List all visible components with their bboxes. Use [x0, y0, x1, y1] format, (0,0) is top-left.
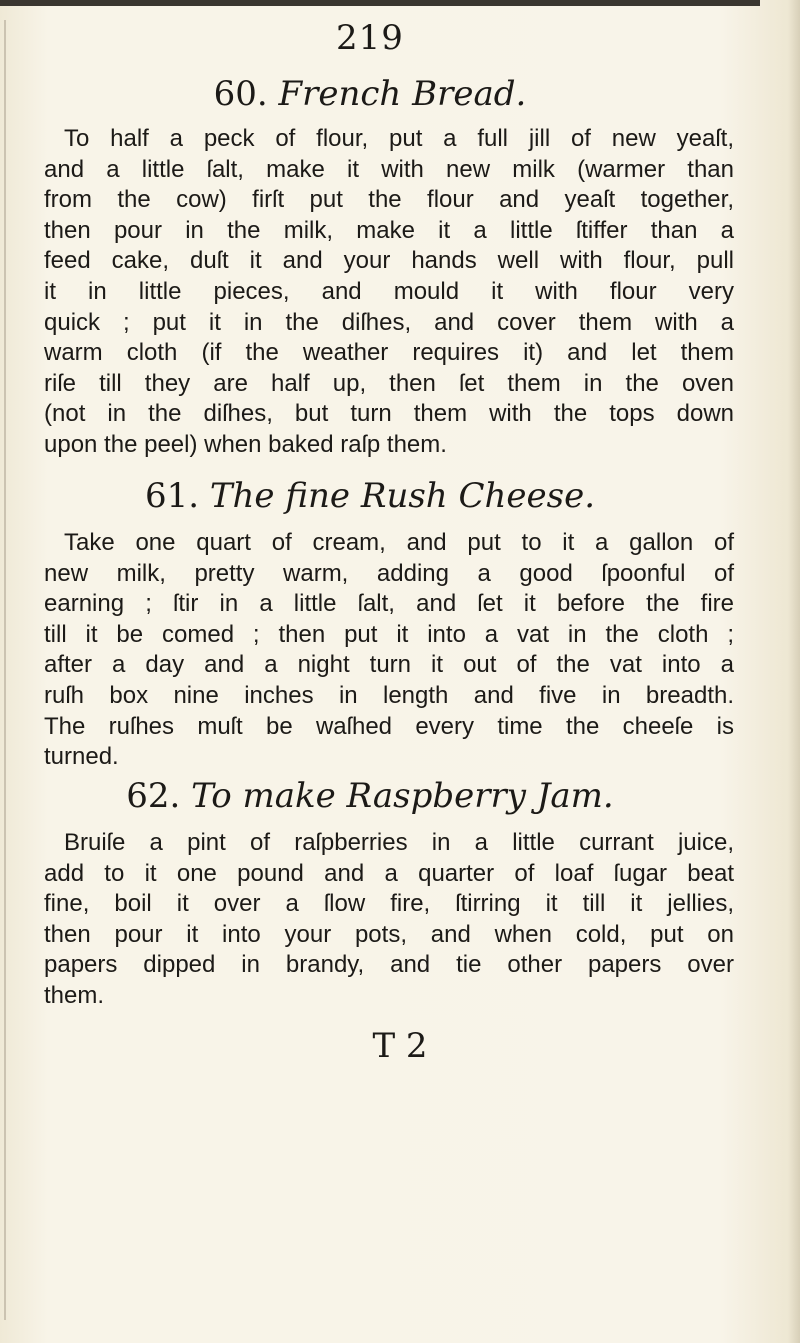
recipe-61-body — [44, 528, 734, 773]
recipe-61-line: ruſh box nine inches in length and five in breadth. — [44, 681, 734, 709]
recipe-60-line: and a little ſalt, make it with new milk (warmer than — [44, 155, 734, 183]
recipe-61-line: after a day and a night turn it out of the vat into a — [44, 651, 734, 679]
recipe-60-line: feed cake, duſt it and your hands well with flour, pull — [44, 247, 734, 275]
recipe-60-number: 60. — [213, 74, 268, 114]
recipe-62-line: them. — [44, 981, 105, 1009]
recipe-60-body — [44, 124, 734, 461]
page-left-edge — [4, 20, 6, 1320]
recipe-62-line: Bruiſe a pint of raſpberries in a little currant juice, — [64, 829, 734, 856]
signature-mark: T 2 — [372, 1026, 428, 1066]
recipe-60-line: then pour in the milk, make it a little ſtiffer than a — [44, 216, 734, 244]
recipe-61-line: turned. — [44, 743, 119, 771]
recipe-60-line: quick ; put it in the diſhes, and cover them with a — [44, 308, 734, 336]
page-number: 219 — [336, 18, 404, 58]
recipe-60-line: To half a peck of flour, put a full jill of new yeaſt, — [64, 125, 734, 152]
recipe-62-title — [0, 776, 740, 816]
recipe-61-title-text: The fine Rush Cheese. — [209, 476, 596, 516]
recipe-62-line: papers dipped in brandy, and tie other papers over — [44, 951, 734, 979]
recipe-61-title — [0, 476, 740, 516]
recipe-62-title-text: To make Raspberry Jam. — [191, 776, 614, 816]
recipe-60-line: it in little pieces, and mould it with flour very — [44, 277, 734, 305]
recipe-60-line: upon the peel) when baked raſp them. — [44, 430, 447, 458]
recipe-60-title — [0, 74, 740, 114]
recipe-62-line: then pour it into your pots, and when cold, put on — [44, 920, 734, 948]
recipe-60-line: from the cow) firſt put the flour and yeaſt together, — [44, 186, 734, 214]
recipe-61-line: new milk, pretty warm, adding a good ſpoonful of — [44, 559, 734, 587]
recipe-62-line: add to it one pound and a quarter of loaf ſugar beat — [44, 859, 734, 887]
recipe-60-line: riſe till they are half up, then ſet them in the oven — [44, 369, 734, 397]
recipe-61-line: till it be comed ; then put it into a vat in the cloth ; — [44, 620, 734, 648]
recipe-61-line: The ruſhes muſt be waſhed every time the cheeſe is — [44, 712, 734, 740]
top-border-rule — [0, 0, 760, 6]
recipe-62-body — [44, 828, 734, 1012]
recipe-62-number: 62. — [126, 776, 181, 816]
recipe-62-line: fine, boil it over a ſlow fire, ſtirring it till it jellies, — [44, 890, 734, 918]
recipe-61-line: earning ; ſtir in a little ſalt, and ſet it before the fire — [44, 590, 734, 618]
recipe-61-number: 61. — [144, 476, 200, 516]
recipe-60-line: (not in the diſhes, but turn them with the tops down — [44, 400, 734, 428]
recipe-60-title-text: French Bread. — [278, 74, 527, 114]
recipe-60-line: warm cloth (if the weather requires it) and let them — [44, 339, 734, 367]
page-right-edge — [788, 0, 800, 1343]
recipe-61-line: Take one quart of cream, and put to it a gallon of — [64, 529, 734, 556]
